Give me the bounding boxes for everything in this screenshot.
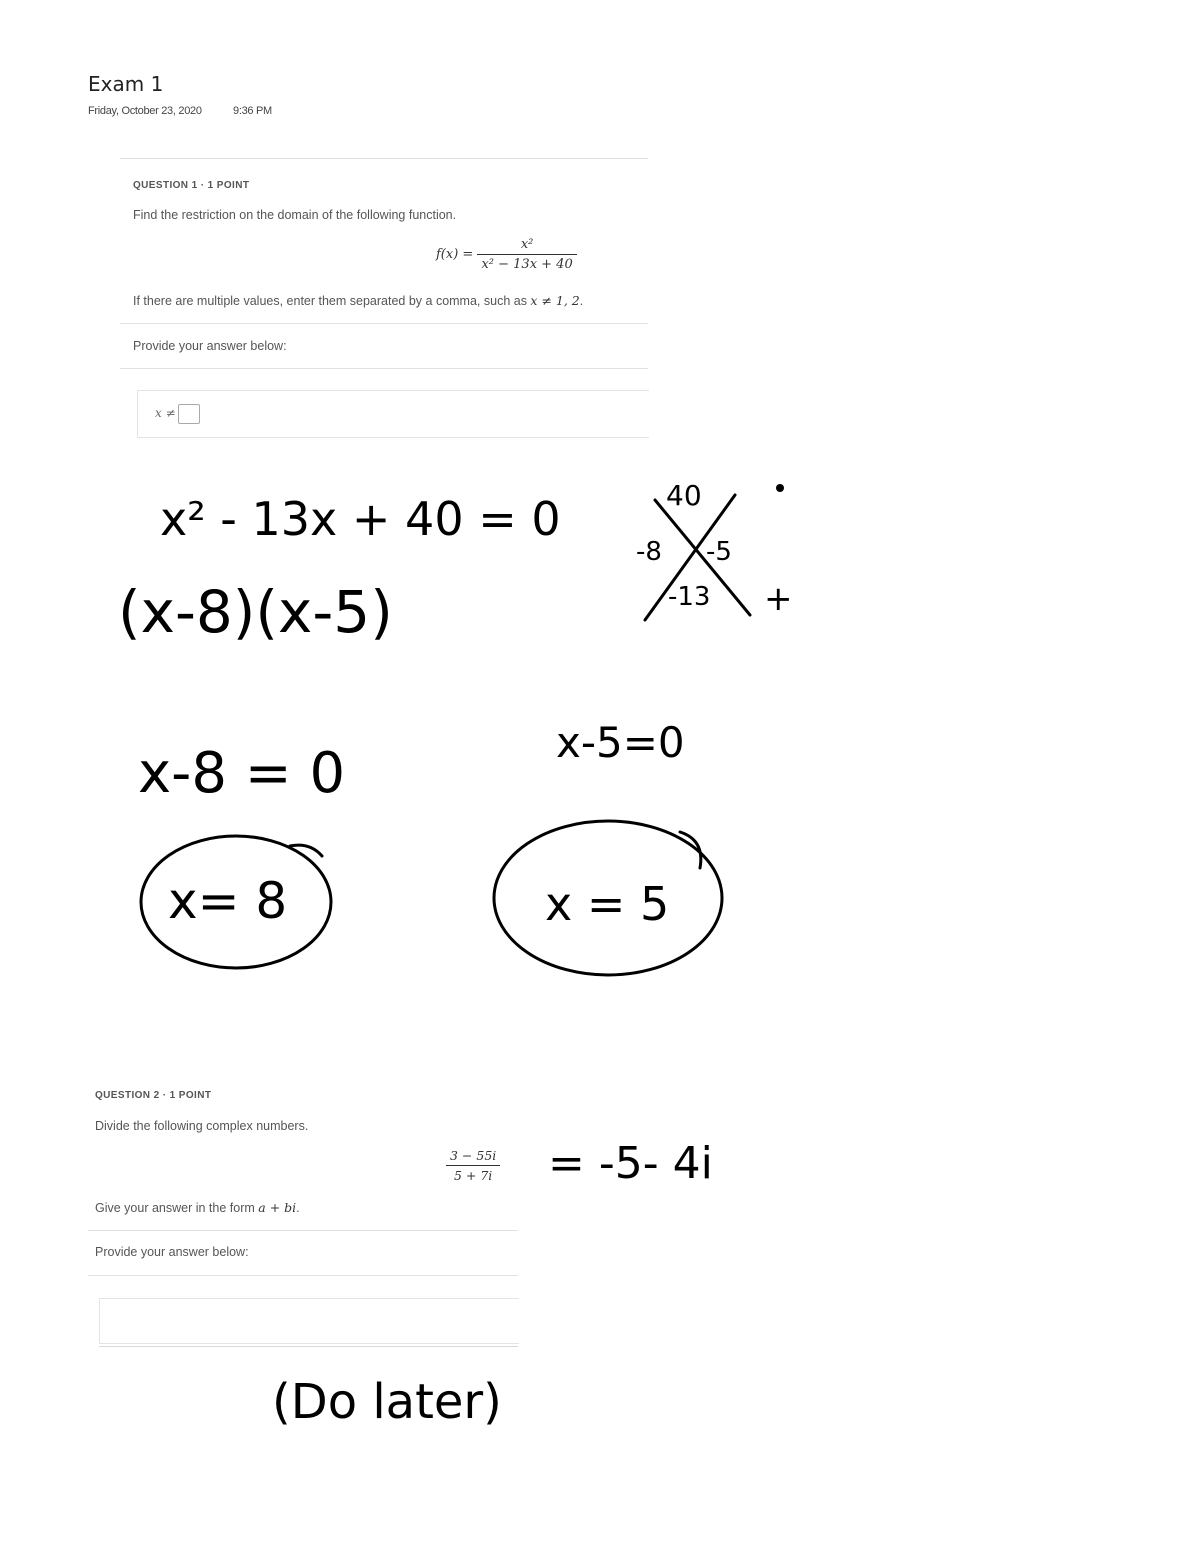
page-title: Exam 1 xyxy=(88,72,164,96)
instructions-math: x ≠ 1, 2 xyxy=(530,293,580,308)
question2-numerator: 3 − 55i xyxy=(446,1148,500,1166)
factor-x-top: 40 xyxy=(666,479,702,512)
question2-prompt: Divide the following complex numbers. xyxy=(95,1119,309,1133)
formula-lhs: f(x) = xyxy=(436,247,474,262)
handwritten-equation: x² - 13x + 40 = 0 xyxy=(160,492,561,546)
handwritten-factored: (x-8)(x-5) xyxy=(118,578,393,646)
answer-prefix: x ≠ xyxy=(155,406,176,420)
question1-prompt: Find the restriction on the domain of the following function. xyxy=(133,208,457,222)
handwritten-eq-left: x-8 = 0 xyxy=(138,741,346,806)
question2-label: QUESTION 2 · 1 POINT xyxy=(95,1090,212,1101)
form-prefix: Give your answer in the form xyxy=(95,1201,259,1215)
instructions-suffix: . xyxy=(579,294,584,308)
form-suffix: . xyxy=(296,1201,300,1215)
instructions-prefix: If there are multiple values, enter them separated by a comma, such as xyxy=(133,294,531,308)
formula-numerator: x² xyxy=(477,237,576,255)
ink-dot xyxy=(776,484,784,492)
handwritten-q2-answer: = -5- 4i xyxy=(548,1138,713,1189)
question2-answer-prompt: Provide your answer below: xyxy=(95,1245,249,1259)
handwritten-note: (Do later) xyxy=(272,1374,502,1430)
question2-denominator: 5 + 7i xyxy=(453,1168,493,1183)
formula-denominator: x² − 13x + 40 xyxy=(481,257,573,272)
question1-answer-prompt: Provide your answer below: xyxy=(133,339,287,353)
handwritten-solution-right: x = 5 xyxy=(545,877,670,931)
question1-label: QUESTION 1 · 1 POINT xyxy=(133,180,250,191)
factor-x-bottom: -13 xyxy=(668,582,711,612)
factor-x-right: -5 xyxy=(706,537,732,567)
handwritten-eq-right: x-5=0 xyxy=(556,718,685,767)
ink-plus-mark: + xyxy=(764,579,793,619)
form-math: a + bi xyxy=(258,1200,297,1215)
page-time: 9:36 PM xyxy=(233,105,272,117)
handwritten-solution-left: x= 8 xyxy=(168,872,288,930)
page-date: Friday, October 23, 2020 xyxy=(88,105,202,117)
factor-x-left: -8 xyxy=(636,537,662,567)
